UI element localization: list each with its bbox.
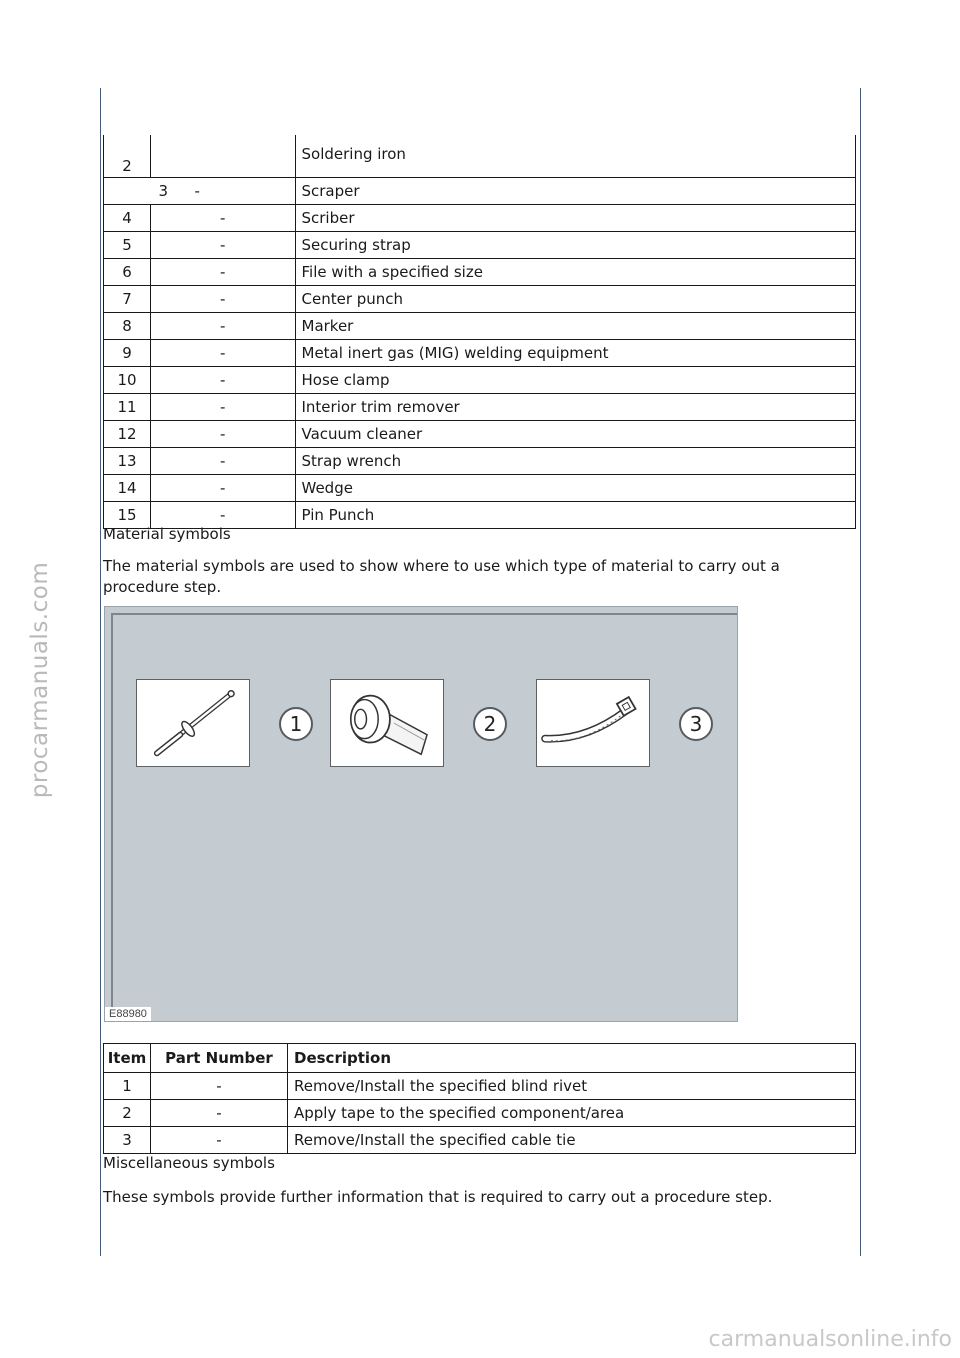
part-number-cell: [151, 178, 296, 205]
figure-id-label: E88980: [105, 1007, 151, 1021]
callout-2: 2: [473, 707, 507, 741]
blind-rivet-drawing: [137, 680, 249, 766]
description-cell: Metal inert gas (MIG) welding equipment: [295, 340, 856, 367]
table-row: [104, 394, 856, 421]
item-cell: 11: [104, 394, 151, 421]
item-cell: 8: [104, 313, 151, 340]
item-cell: 5: [104, 232, 151, 259]
item-cell: 3: [104, 1127, 151, 1154]
item-cell: 15: [104, 502, 151, 529]
part-number-cell: -: [151, 313, 296, 340]
part-number-cell: -: [151, 367, 296, 394]
description-cell: Scriber: [295, 205, 856, 232]
table-row: [104, 259, 856, 286]
miscellaneous-symbols-description: These symbols provide further information that is required to carry out a procedure step.: [103, 1188, 773, 1206]
figure-inner-edge: [111, 613, 737, 1021]
table-row: [104, 475, 856, 502]
item-cell: 2: [104, 1100, 151, 1127]
item-cell: 2: [104, 135, 151, 178]
description-cell: Remove/Install the specified blind rivet: [288, 1073, 856, 1100]
table-row: [104, 340, 856, 367]
part-number-cell: -: [151, 1100, 288, 1127]
table-row: [104, 1127, 856, 1154]
cable-tie-icon: [536, 679, 650, 767]
table-row: [104, 286, 856, 313]
item-cell: 1: [104, 1073, 151, 1100]
miscellaneous-symbols-heading: Miscellaneous symbols: [103, 1154, 275, 1172]
table-row: [104, 135, 856, 178]
description-cell: File with a specified size: [295, 259, 856, 286]
part-number-cell: -: [151, 1127, 288, 1154]
description-cell: Wedge: [295, 475, 856, 502]
description-cell: Marker: [295, 313, 856, 340]
tape-roll-drawing: [331, 680, 443, 766]
description-cell: Pin Punch: [295, 502, 856, 529]
left-margin-rule: [100, 88, 101, 1256]
item-cell: 12: [104, 421, 151, 448]
table-row: [104, 313, 856, 340]
offset-item-number: 3: [158, 182, 169, 200]
tape-roll-icon: [330, 679, 444, 767]
table-row: [104, 232, 856, 259]
item-cell: 6: [104, 259, 151, 286]
material-symbols-table: [103, 1043, 856, 1154]
table-header-row: [104, 1044, 856, 1073]
part-number-cell: -: [151, 1073, 288, 1100]
material-symbols-description: The material symbols are used to show where to use which type of material to carry out a procedure step.: [103, 557, 780, 596]
part-number-cell: -: [151, 205, 296, 232]
description-cell: Securing strap: [295, 232, 856, 259]
callout-3: 3: [679, 707, 713, 741]
part-number-cell: -: [151, 421, 296, 448]
part-number-cell: -: [151, 340, 296, 367]
description-cell: Apply tape to the specified component/area: [288, 1100, 856, 1127]
header-part-number: Part Number: [151, 1044, 288, 1073]
description-cell: Vacuum cleaner: [295, 421, 856, 448]
description-cell: Remove/Install the specified cable tie: [288, 1127, 856, 1154]
part-number-cell: [151, 135, 296, 178]
table-row: [104, 205, 856, 232]
item-cell: 10: [104, 367, 151, 394]
side-watermark: procarmanuals.com: [27, 561, 53, 799]
item-cell: 13: [104, 448, 151, 475]
description-cell: Center punch: [295, 286, 856, 313]
description-cell: Interior trim remover: [295, 394, 856, 421]
part-number-dash: -: [194, 182, 200, 200]
part-number-cell: -: [151, 394, 296, 421]
item-cell: 14: [104, 475, 151, 502]
item-cell: 9: [104, 340, 151, 367]
tools-table: [103, 135, 856, 529]
table-row: [104, 448, 856, 475]
part-number-cell: -: [151, 232, 296, 259]
header-description: Description: [288, 1044, 856, 1073]
material-symbols-figure: [104, 606, 738, 1022]
part-number-cell: -: [151, 475, 296, 502]
part-number-cell: -: [151, 286, 296, 313]
item-cell: 7: [104, 286, 151, 313]
blind-rivet-icon: [136, 679, 250, 767]
material-symbols-heading: Material symbols: [103, 525, 231, 543]
cable-tie-drawing: [537, 680, 649, 766]
table-row: [104, 367, 856, 394]
right-margin-rule: [860, 88, 861, 1256]
part-number-cell: -: [151, 259, 296, 286]
bottom-watermark: carmanualsonline.info: [708, 1327, 952, 1352]
table-row: [104, 421, 856, 448]
description-cell: Strap wrench: [295, 448, 856, 475]
callout-1: 1: [279, 707, 313, 741]
part-number-cell: -: [151, 448, 296, 475]
item-cell: [104, 178, 151, 205]
part-number-cell: -: [151, 502, 296, 529]
header-item: Item: [104, 1044, 151, 1073]
description-cell: Scraper: [295, 178, 856, 205]
description-cell: Hose clamp: [295, 367, 856, 394]
table-row: [104, 1100, 856, 1127]
description-cell: Soldering iron: [295, 135, 856, 178]
table-row: [104, 178, 856, 205]
table-row: [104, 1073, 856, 1100]
item-cell: 4: [104, 205, 151, 232]
